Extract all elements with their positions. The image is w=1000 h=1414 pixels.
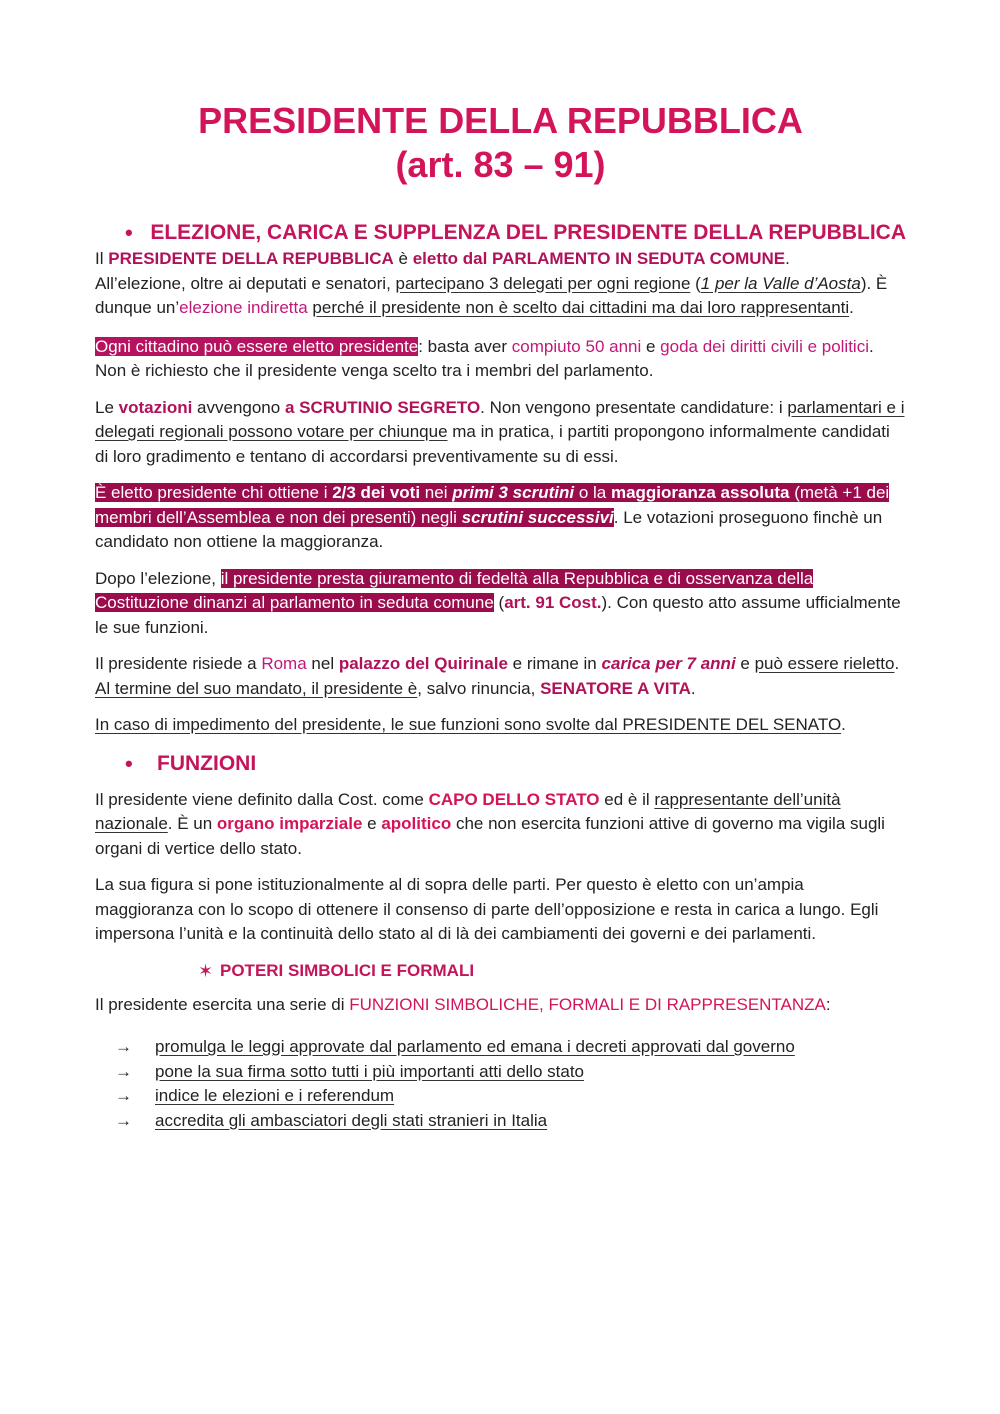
text-run: che non esercita funzioni attive di governo ma vigila sugli organi di vertice dello stato.: [95, 814, 885, 858]
text-run: scrutini successivi: [461, 507, 614, 527]
paragraph-funzioni-simboliche: [95, 993, 906, 1018]
section-heading-text: ELEZIONE, CARICA E SUPPLENZA DEL PRESIDENTE DELLA REPUBBLICA: [150, 221, 906, 244]
text-run: .: [690, 678, 696, 698]
text-run: Al termine del suo mandato, il presidente è: [95, 678, 418, 698]
text-run: :: [825, 994, 831, 1014]
highlighted-text: il presidente presta giuramento di fedeltà alla Repubblica e di osservanza della Costituzione dinanzi al parlamento in seduta comune: [95, 568, 814, 612]
text-run: e: [735, 654, 755, 673]
list-item: [115, 1060, 906, 1085]
paragraph-giuramento: [95, 567, 906, 641]
text-run: organo imparziale: [216, 814, 363, 833]
list-item-text: indice le elezioni e i referendum: [155, 1086, 395, 1105]
text-run: SENATORE A VITA: [540, 678, 691, 698]
section-heading-funzioni: [125, 750, 906, 778]
list-item-text: accredita gli ambasciatori degli stati stranieri in Italia: [155, 1110, 548, 1130]
paragraph-votazioni: [95, 396, 906, 470]
arrow-icon: →: [115, 1086, 132, 1105]
list-item-text: promulga le leggi approvate dal parlamento ed emana i decreti approvati dal governo: [155, 1037, 795, 1056]
title-line-1: PRESIDENTE DELLA REPUBBLICA: [198, 100, 803, 141]
text-run: può essere rieletto: [754, 654, 895, 673]
text-run: (: [690, 273, 701, 293]
text-run: ). È dunque un’: [95, 273, 888, 317]
text-run: Il presidente esercita una serie di: [95, 994, 350, 1014]
text-run: .: [785, 249, 790, 268]
text-run: ed è il: [599, 789, 655, 809]
text-run: , salvo rinuncia,: [417, 678, 541, 698]
text-run: e: [641, 336, 661, 356]
text-run: .: [849, 298, 854, 317]
list-item-text: pone la sua firma sotto tutti i più importanti atti dello stato: [155, 1061, 585, 1081]
text-run: goda dei diritti civili e politici: [660, 336, 869, 356]
paragraph-supplenza: [95, 713, 906, 738]
text-run: . È un: [167, 814, 217, 833]
text-run: rappresentante dell’unità nazionale: [95, 789, 841, 833]
text-run: .: [894, 654, 900, 673]
list-item: [115, 1109, 906, 1134]
text-run: avvengono: [192, 397, 285, 417]
subheading-text: POTERI SIMBOLICI E FORMALI: [220, 960, 475, 980]
bullet-icon: •: [125, 220, 133, 245]
paragraph-maggioranza: [95, 481, 906, 555]
text-run: ma in pratica, i partiti propongono informalmente candidati di loro gradimento e tentano di accordarsi preventivamente su di essi.: [95, 422, 890, 466]
paragraph-figura: La sua figura si pone istituzionalmente al di sopra delle parti. Per questo è eletto con un’ampia maggioranza con lo scopo di ottenere il consenso di parte dell’opposizione e resta in carica a lungo. Egli impersona l’unità e la continuità dello stato al di là dei cambiamenti dei governi e dei parlamenti.: [95, 875, 879, 943]
text-run: FUNZIONI SIMBOLICHE, FORMALI E DI RAPPRESENTANZA: [349, 994, 826, 1014]
text-run: perché il presidente non è scelto dai cittadini ma dai loro rappresentanti: [312, 298, 850, 317]
text-run: PRESIDENTE DELLA REPUBBLICA: [108, 249, 394, 268]
arrow-icon: →: [115, 1110, 132, 1130]
text-run: e: [362, 814, 382, 833]
text-run: Il presidente risiede a: [95, 654, 262, 673]
list-item: [115, 1035, 906, 1060]
text-run: è: [393, 249, 413, 268]
text-run: palazzo del Quirinale: [338, 654, 508, 673]
text-run: 2/3 dei voti: [332, 483, 421, 502]
text-run: Il presidente viene definito dalla Cost. come: [95, 789, 429, 809]
text-run: o la: [574, 483, 611, 502]
paragraph-capo-stato: [95, 788, 906, 862]
text-run: (metà +1 dei membri dell’Assemblea e non dei presenti) negli: [95, 483, 890, 527]
text-run: ). Con questo atto assume ufficialmente le sue funzioni.: [95, 593, 901, 637]
text-run: (: [493, 593, 505, 612]
text-run: a SCRUTINIO SEGRETO: [284, 397, 481, 417]
text-run: nel: [306, 654, 339, 673]
title-line-2: (art. 83 – 91): [395, 144, 606, 185]
section-heading-text: FUNZIONI: [157, 751, 257, 775]
text-run: 1 per la Valle d’Aosta: [700, 273, 861, 293]
text-run: Le: [95, 397, 119, 417]
arrow-icon: →: [115, 1061, 132, 1081]
text-run: . Non è richiesto che il presidente venga scelto tra i membri del parlamento.: [95, 336, 874, 380]
text-run: È eletto presidente chi ottiene i: [95, 483, 333, 502]
page-title: [95, 0, 906, 187]
text-run: .: [841, 715, 846, 734]
text-run: . Le votazioni proseguono finchè un candidato non ottiene la maggioranza.: [95, 507, 883, 551]
text-run: eletto dal PARLAMENTO IN SEDUTA COMUNE: [412, 249, 786, 268]
text-run: Roma: [261, 654, 307, 673]
text-run: . Non vengono presentate candidature: i: [480, 397, 788, 417]
text-run: carica per 7 anni: [601, 654, 736, 673]
text-run: apolitico: [381, 814, 452, 833]
text-run: maggioranza assoluta: [610, 483, 790, 502]
section-heading-elezione: [125, 219, 906, 247]
list-item: [115, 1084, 906, 1109]
text-run: art. 91 Cost.: [504, 593, 602, 612]
arrow-icon: →: [115, 1037, 132, 1056]
text-run: Il: [95, 249, 109, 268]
text-run: e rimane in: [507, 654, 602, 673]
text-run: compiuto 50 anni: [511, 336, 642, 356]
text-run: elezione indiretta: [179, 298, 308, 317]
bullet-icon: •: [125, 750, 133, 776]
text-run: parlamentari e i delegati regionali possono votare per chiunque: [95, 397, 905, 441]
paragraph-requisiti: [95, 335, 906, 384]
text-run: All’elezione, oltre ai deputati e senatori,: [95, 273, 396, 293]
text-run: In caso di impedimento del presidente, le sue funzioni sono svolte dal PRESIDENTE DEL SENATO: [95, 715, 842, 734]
text-run: : basta aver: [418, 336, 512, 356]
highlighted-text: Ogni cittadino può essere eletto presidente: [95, 336, 419, 356]
text-run: partecipano 3 delegati per ogni regione: [395, 273, 691, 293]
powers-list: [95, 1035, 906, 1133]
subheading-poteri-simbolici: [198, 959, 906, 983]
text-run: Dopo l’elezione,: [95, 568, 221, 588]
star-icon: ✶: [198, 960, 214, 981]
text-run: nei: [420, 483, 453, 502]
paragraph-elezione: [95, 247, 906, 321]
text-run: primi 3 scrutini: [452, 483, 575, 502]
text-run: votazioni: [118, 397, 193, 417]
paragraph-mandato: [95, 652, 906, 701]
text-run: CAPO DELLO STATO: [428, 789, 600, 809]
